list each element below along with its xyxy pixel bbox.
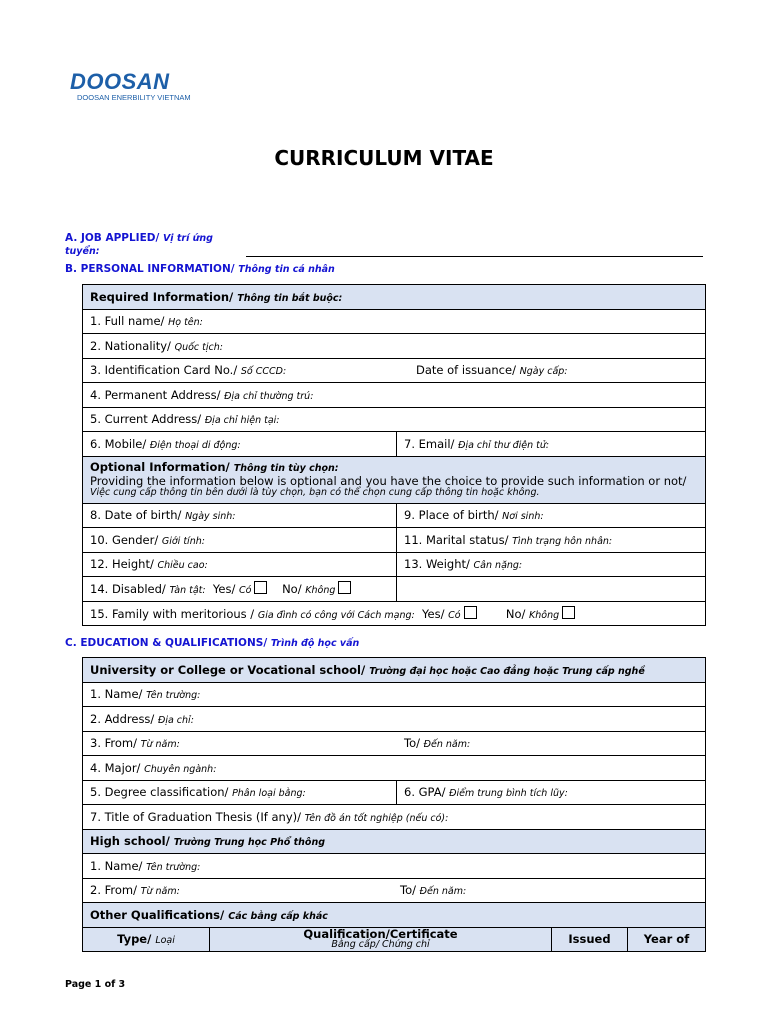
degree-vi: Phân loại bằng: — [232, 788, 306, 800]
logo-wordmark: DOOSAN — [70, 69, 170, 94]
doosan-logo — [70, 71, 191, 102]
major-field[interactable] — [83, 756, 706, 781]
issued-column-header: Issued — [552, 927, 628, 952]
school-address-label: 2. Address/ — [90, 711, 155, 726]
section-c-heading — [65, 637, 359, 650]
family-yes-label: Yes/ — [422, 606, 445, 621]
hs-period-field[interactable] — [83, 878, 706, 903]
marital-field[interactable] — [397, 528, 706, 553]
personal-info-table — [82, 284, 706, 626]
disabled-yes-vi: Có — [239, 585, 252, 597]
full-name-label: 1. Full name/ — [90, 314, 165, 329]
to-label: To/ — [404, 736, 420, 751]
pob-field[interactable] — [397, 503, 706, 528]
current-address-field[interactable] — [83, 407, 706, 432]
issuance-vi: Ngày cấp: — [519, 366, 568, 378]
type-header-label: Type/ — [117, 932, 152, 947]
nationality-vi: Quốc tịch: — [174, 341, 223, 353]
disabled-vi: Tàn tật: — [169, 585, 206, 597]
marital-vi: Tình trạng hôn nhân: — [512, 535, 613, 547]
other-qualifications-vi: Các bằng cấp khác — [228, 910, 328, 922]
family-no-vi: Không — [529, 609, 560, 621]
school-address-field[interactable] — [83, 707, 706, 732]
job-applied-field-line[interactable] — [246, 256, 703, 257]
family-vi: Gia đình có công với Cách mạng: — [257, 609, 415, 621]
hs-from-part — [90, 883, 400, 897]
email-vi: Địa chỉ thư điện tử: — [458, 439, 550, 451]
email-label: 7. Email/ — [404, 436, 455, 451]
section-a-heading — [65, 232, 235, 258]
highschool-label: High school/ — [90, 834, 170, 849]
section-c-vi: Trình độ học vấn — [270, 638, 360, 649]
permanent-address-vi: Địa chỉ thường trú: — [224, 390, 314, 402]
permanent-address-label: 4. Permanent Address/ — [90, 387, 221, 402]
degree-label: 5. Degree classification/ — [90, 785, 229, 800]
gpa-vi: Điểm trung bình tích lũy: — [449, 788, 568, 800]
required-info-header — [83, 285, 706, 310]
weight-vi: Cân nặng: — [473, 560, 523, 572]
section-b-vi: Thông tin cá nhân — [238, 264, 335, 275]
email-field[interactable] — [397, 432, 706, 457]
permanent-address-field[interactable] — [83, 383, 706, 408]
university-header — [83, 658, 706, 683]
school-name-field[interactable] — [83, 682, 706, 707]
document-title: CURRICULUM VITAE — [274, 146, 494, 170]
gpa-label: 6. GPA/ — [404, 785, 446, 800]
full-name-field[interactable] — [83, 309, 706, 334]
section-a-label: A. JOB APPLIED/ — [65, 232, 160, 244]
education-table — [82, 657, 706, 952]
nationality-field[interactable] — [83, 334, 706, 359]
other-qualifications-header — [83, 903, 706, 928]
school-address-vi: Địa chỉ: — [157, 714, 194, 726]
page-footer: Page 1 of 3 — [65, 979, 126, 990]
pob-label: 9. Place of birth/ — [404, 508, 499, 523]
gpa-field[interactable] — [397, 780, 706, 805]
from-vi: Từ năm: — [140, 739, 180, 751]
university-vi: Trường đại học hoặc Cao đẳng hoặc Trung cấp nghề — [369, 665, 645, 677]
optional-info-header — [83, 456, 706, 503]
thesis-field[interactable] — [83, 805, 706, 830]
hs-from-label: 2. From/ — [90, 883, 137, 898]
gender-vi: Giới tính: — [161, 535, 205, 547]
year-column-header: Year of — [628, 927, 706, 952]
nationality-label: 2. Nationality/ — [90, 338, 171, 353]
optional-info-note-vi: Việc cung cấp thông tin bên dưới là tùy chọn, bạn có thể chọn cung cấp thông tin hoặc không. — [90, 486, 540, 498]
from-label: 3. From/ — [90, 736, 137, 751]
disabled-no-vi: Không — [305, 585, 336, 597]
issuance-label: Date of issuance/ — [416, 363, 516, 378]
family-yes-checkbox[interactable] — [464, 606, 477, 619]
school-name-vi: Tên trường: — [146, 690, 201, 702]
university-label: University or College or Vocational school/ — [90, 662, 366, 677]
major-label: 4. Major/ — [90, 760, 141, 775]
optional-info-vi: Thông tin tùy chọn: — [233, 462, 339, 474]
pob-vi: Nơi sinh: — [502, 511, 544, 523]
family-meritorious-field — [83, 601, 706, 626]
qualification-column-header — [210, 927, 552, 952]
other-qualifications-label: Other Qualifications/ — [90, 907, 225, 922]
dob-label: 8. Date of birth/ — [90, 508, 182, 523]
section-c-label: C. EDUCATION & QUALIFICATIONS/ — [65, 637, 268, 649]
dob-vi: Ngày sinh: — [185, 511, 236, 523]
school-name-label: 1. Name/ — [90, 687, 143, 702]
qualification-header-vi: Bằng cấp/ Chứng chỉ — [331, 938, 430, 950]
thesis-vi: Tên đồ án tốt nghiệp (nếu có): — [304, 812, 449, 824]
gender-label: 10. Gender/ — [90, 532, 159, 547]
type-column-header — [83, 927, 210, 952]
height-vi: Chiều cao: — [157, 560, 208, 572]
disabled-yes-checkbox[interactable] — [254, 581, 267, 594]
disabled-label: 14. Disabled/ — [90, 582, 166, 597]
qualifications-column-header — [83, 927, 706, 952]
hs-name-field[interactable] — [83, 854, 706, 879]
dob-field[interactable] — [83, 503, 397, 528]
disabled-yes-label: Yes/ — [212, 582, 236, 597]
current-address-vi: Địa chỉ hiện tại: — [204, 415, 280, 427]
thesis-label: 7. Title of Graduation Thesis (If any)/ — [90, 809, 301, 824]
hs-from-vi: Từ năm: — [140, 886, 180, 898]
height-field[interactable] — [83, 552, 397, 577]
required-info-label: Required Information/ — [90, 289, 234, 304]
id-card-label: 3. Identification Card No./ — [90, 363, 238, 378]
mobile-field[interactable] — [83, 432, 397, 457]
highschool-header — [83, 829, 706, 854]
study-period-field[interactable] — [83, 731, 706, 756]
hs-name-label: 1. Name/ — [90, 858, 143, 873]
qualification-header-label: Qualification/Certificate — [303, 927, 458, 941]
disabled-no-label: No/ — [282, 582, 302, 597]
marital-label: 11. Marital status/ — [404, 532, 509, 547]
full-name-vi: Họ tên: — [168, 317, 203, 329]
empty-cell — [397, 577, 706, 602]
hs-name-vi: Tên trường: — [146, 861, 201, 873]
type-header-vi: Loại — [155, 935, 175, 947]
hs-to-vi: Đến năm: — [419, 886, 467, 898]
family-no-checkbox[interactable] — [562, 606, 575, 619]
mobile-label: 6. Mobile/ — [90, 436, 147, 451]
family-yes-vi: Có — [448, 609, 461, 621]
section-a-vi: Vị trí ứng tuyển: — [65, 233, 213, 257]
family-no-label: No/ — [505, 606, 526, 621]
weight-field[interactable] — [397, 552, 706, 577]
weight-label: 13. Weight/ — [404, 557, 470, 572]
hs-to-label: To/ — [400, 883, 416, 898]
major-vi: Chuyên ngành: — [144, 763, 217, 775]
section-b-label: B. PERSONAL INFORMATION/ — [65, 263, 235, 275]
degree-field[interactable] — [83, 780, 397, 805]
id-card-part — [90, 363, 416, 377]
from-part — [90, 736, 404, 750]
height-label: 12. Height/ — [90, 557, 154, 572]
disabled-no-checkbox[interactable] — [338, 581, 351, 594]
id-card-field[interactable] — [83, 358, 706, 383]
mobile-vi: Điện thoại di động: — [149, 439, 241, 451]
current-address-label: 5. Current Address/ — [90, 412, 202, 427]
disabled-field — [83, 577, 397, 602]
id-card-vi: Số CCCD: — [240, 366, 287, 378]
logo-subtitle: DOOSAN ENERBILITY VIETNAM — [77, 93, 191, 102]
highschool-vi: Trường Trung học Phổ thông — [173, 837, 326, 849]
optional-info-label: Optional Information/ — [90, 459, 230, 474]
family-label: 15. Family with meritorious / — [90, 606, 255, 621]
required-info-vi: Thông tin bắt buộc: — [237, 292, 343, 304]
section-b-heading — [65, 263, 335, 276]
to-vi: Đến năm: — [423, 739, 471, 751]
optional-info-note: Providing the information below is optional and you have the choice to provide such information or not/ — [90, 473, 687, 488]
gender-field[interactable] — [83, 528, 397, 553]
